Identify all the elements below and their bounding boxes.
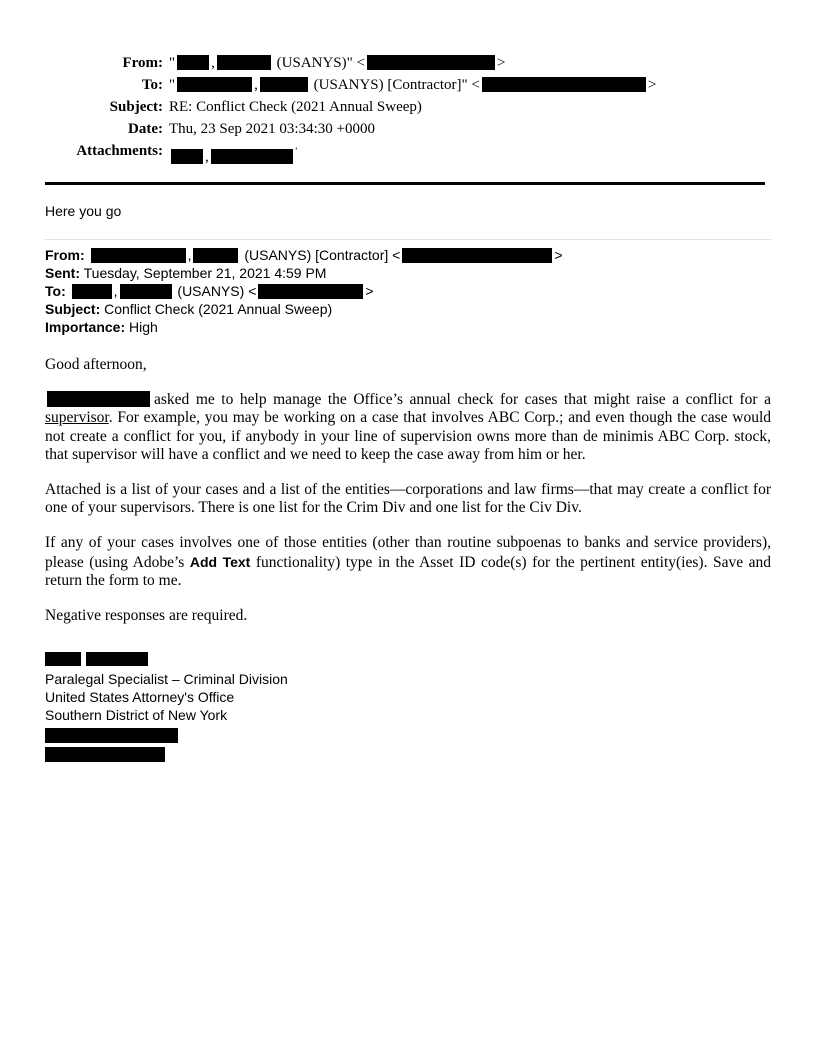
redaction-box xyxy=(45,728,178,743)
inner-to-close-bracket: > xyxy=(365,283,374,299)
signature-name-redacted xyxy=(45,652,771,666)
signature-title: Paralegal Specialist – Criminal Division xyxy=(45,671,288,688)
redaction-box xyxy=(402,248,552,263)
header-row-attachments xyxy=(45,140,771,168)
redaction-box xyxy=(72,284,112,299)
inner-to-comma: , xyxy=(113,283,118,299)
paragraph-1-underlined-word: supervisor xyxy=(45,409,109,427)
attachments-value xyxy=(169,140,298,168)
inner-subject-value: Conflict Check (2021 Annual Sweep) xyxy=(104,301,333,317)
inner-sent-value: Tuesday, September 21, 2021 4:59 PM xyxy=(83,265,327,281)
thick-divider xyxy=(45,182,765,185)
to-org-text: (USANYS) [Contractor]" < xyxy=(309,77,480,93)
paragraph-1-text: asked me to help manage the Office’s annual check for cases that might raise a conflict for a xyxy=(154,391,771,409)
to-quote: " xyxy=(169,77,176,93)
signature-district: Southern District of New York xyxy=(45,707,228,724)
inner-to-label: To: xyxy=(45,283,66,299)
redaction-box xyxy=(45,747,165,762)
redaction-box xyxy=(193,248,238,263)
redaction-box xyxy=(217,55,271,70)
from-value xyxy=(169,52,505,74)
inner-row-sent xyxy=(45,264,771,282)
attachments-trailing-mark: ’ xyxy=(294,146,298,156)
inner-from-comma: , xyxy=(187,247,192,263)
redaction-box xyxy=(120,284,172,299)
from-comma: , xyxy=(211,55,215,71)
subject-label: Subject: xyxy=(109,99,163,115)
date-value: Thu, 23 Sep 2021 03:34:30 +0000 xyxy=(169,121,375,137)
to-comma: , xyxy=(254,77,258,93)
paragraph-3-text: If any of your cases involves one of those entities (other than routine subpoenas to banks and service providers), please (using Adobe’s xyxy=(45,534,771,571)
inner-from-label: From: xyxy=(45,247,85,263)
header-row-date xyxy=(45,118,771,140)
to-close-bracket: > xyxy=(647,77,657,93)
redaction-box xyxy=(45,652,81,666)
attachments-comma: , xyxy=(205,149,209,165)
inner-from-org-text: (USANYS) [Contractor] < xyxy=(240,247,401,263)
redaction-box xyxy=(177,77,252,92)
from-quote: " xyxy=(169,55,176,71)
add-text-bold: Add Text xyxy=(189,553,251,570)
attachments-label: Attachments: xyxy=(76,143,163,159)
paragraph-4: Negative responses are required. xyxy=(45,607,248,625)
redaction-box xyxy=(86,652,148,666)
inner-from-close-bracket: > xyxy=(554,247,563,263)
paragraph-3 xyxy=(45,534,771,590)
to-label: To: xyxy=(141,77,163,93)
paragraph-1-rest: . For example, you may be working on a case that involves ABC Corp.; and even though the case would not create a conflict for you, if anybody in your line of supervision owns more than de minimis ABC Corp. stock, that supervisor will have a conflict and we need to keep the case away from him or her. xyxy=(45,409,771,463)
redaction-box xyxy=(258,284,363,299)
redaction-box xyxy=(177,55,209,70)
signature-org: United States Attorney's Office xyxy=(45,689,235,706)
redaction-box xyxy=(171,149,203,164)
redaction-box xyxy=(367,55,495,70)
inner-importance-label: Importance: xyxy=(45,319,126,335)
header-row-to xyxy=(45,74,771,96)
redaction-box xyxy=(211,149,293,164)
date-label: Date: xyxy=(128,121,163,137)
inner-sent-label: Sent: xyxy=(45,265,80,281)
signature-block xyxy=(45,652,771,762)
from-label: From: xyxy=(122,55,163,71)
thin-divider xyxy=(45,239,771,240)
inner-row-from xyxy=(45,246,771,264)
from-close-bracket: > xyxy=(496,55,506,71)
inner-subject-label: Subject: xyxy=(45,301,101,317)
inner-to-org-text: (USANYS) < xyxy=(173,283,257,299)
redaction-box xyxy=(91,248,186,263)
note-text: Here you go xyxy=(45,203,122,219)
inner-row-subject xyxy=(45,300,771,318)
paragraph-3-rest: functionality) type in the Asset ID code(s) for the pertinent entity(ies). Save and return the form to me. xyxy=(45,553,771,589)
inner-row-to xyxy=(45,282,771,300)
inner-row-importance xyxy=(45,318,771,336)
redaction-box xyxy=(260,77,308,92)
inner-importance-value: High xyxy=(129,319,158,335)
paragraph-2: Attached is a list of your cases and a list of the entities—corporations and law firms—that may create a conflict for one of your supervisors. There is one list for the Crim Div and one list for the Civ Div. xyxy=(45,481,771,517)
redaction-box xyxy=(47,391,150,407)
paragraph-1 xyxy=(45,391,771,464)
subject-value: RE: Conflict Check (2021 Annual Sweep) xyxy=(169,99,422,115)
salutation: Good afternoon, xyxy=(45,356,147,373)
from-org-text: (USANYS)" < xyxy=(272,55,365,71)
header-row-subject xyxy=(45,96,771,118)
inner-email-header xyxy=(45,246,771,336)
outer-email-header xyxy=(45,52,771,168)
to-value xyxy=(169,74,656,96)
header-row-from xyxy=(45,52,771,74)
redaction-box xyxy=(482,77,646,92)
email-body xyxy=(45,356,771,625)
